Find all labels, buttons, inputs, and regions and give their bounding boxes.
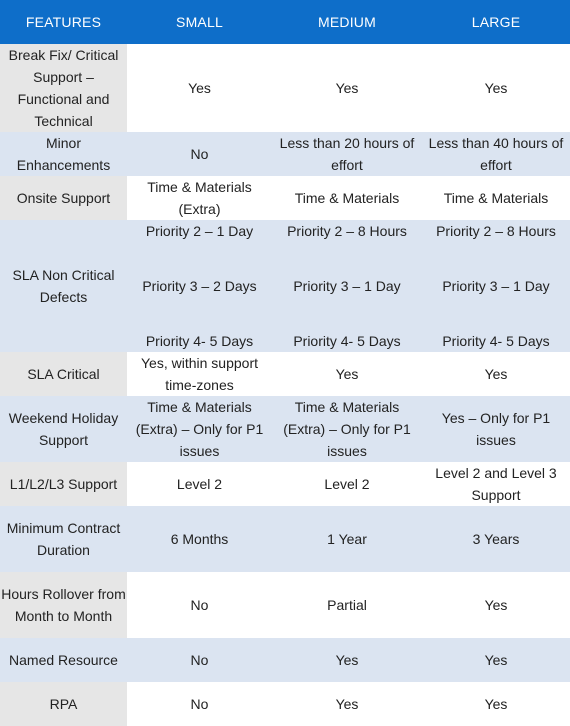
table-row bbox=[0, 44, 570, 132]
cell-large: 3 Years bbox=[422, 506, 570, 572]
cell-medium: Level 2 bbox=[272, 462, 422, 506]
cell-large: Yes bbox=[422, 682, 570, 726]
priority-line: Priority 3 – 2 Days bbox=[142, 278, 257, 294]
row-feature: SLA Non Critical Defects bbox=[0, 220, 127, 352]
header-small: SMALL bbox=[127, 0, 272, 44]
cell-large: Level 2 and Level 3 Support bbox=[422, 462, 570, 506]
cell-large: Yes bbox=[422, 44, 570, 132]
cell-small: Time & Materials (Extra) bbox=[127, 176, 272, 220]
cell-small: No bbox=[127, 638, 272, 682]
cell-small bbox=[127, 220, 272, 352]
cell-large: Yes – Only for P1 issues bbox=[422, 396, 570, 462]
cell-small: Level 2 bbox=[127, 462, 272, 506]
cell-small: Yes, within support time-zones bbox=[127, 352, 272, 396]
cell-medium: Time & Materials bbox=[272, 176, 422, 220]
cell-small: Time & Materials (Extra) – Only for P1 issues bbox=[127, 396, 272, 462]
row-feature: RPA bbox=[0, 682, 127, 726]
priority-line: Priority 3 – 1 Day bbox=[442, 278, 550, 294]
priority-line: Priority 2 – 8 Hours bbox=[436, 223, 556, 239]
table-row bbox=[0, 132, 570, 176]
cell-medium bbox=[272, 220, 422, 352]
cell-medium: 1 Year bbox=[272, 506, 422, 572]
header-medium: MEDIUM bbox=[272, 0, 422, 44]
header-row bbox=[0, 0, 570, 44]
table-row bbox=[0, 176, 570, 220]
table-row bbox=[0, 682, 570, 726]
priority-line: Priority 2 – 1 Day bbox=[145, 223, 254, 239]
cell-large bbox=[422, 220, 570, 352]
table-row bbox=[0, 220, 570, 352]
priority-line: Priority 4- 5 Days bbox=[145, 333, 254, 349]
priority-line: Priority 4- 5 Days bbox=[293, 333, 401, 349]
row-feature: Minimum Contract Duration bbox=[0, 506, 127, 572]
row-feature: Named Resource bbox=[0, 638, 127, 682]
cell-large: Yes bbox=[422, 352, 570, 396]
priority-line: Priority 2 – 8 Hours bbox=[287, 223, 407, 239]
cell-large: Time & Materials bbox=[422, 176, 570, 220]
priority-line: Priority 3 – 1 Day bbox=[293, 278, 401, 294]
table-row bbox=[0, 396, 570, 462]
cell-small: No bbox=[127, 572, 272, 638]
cell-medium: Yes bbox=[272, 638, 422, 682]
row-feature: SLA Critical bbox=[0, 352, 127, 396]
cell-large: Yes bbox=[422, 638, 570, 682]
cell-small: No bbox=[127, 682, 272, 726]
cell-small: 6 Months bbox=[127, 506, 272, 572]
header-features: FEATURES bbox=[0, 0, 127, 44]
table-row bbox=[0, 506, 570, 572]
cell-medium: Yes bbox=[272, 44, 422, 132]
table-row bbox=[0, 638, 570, 682]
priority-line: Priority 4- 5 Days bbox=[442, 333, 550, 349]
cell-small: No bbox=[127, 132, 272, 176]
cell-large: Yes bbox=[422, 572, 570, 638]
table-row bbox=[0, 572, 570, 638]
cell-medium: Less than 20 hours of effort bbox=[272, 132, 422, 176]
table-row bbox=[0, 462, 570, 506]
cell-medium: Time & Materials (Extra) – Only for P1 issues bbox=[272, 396, 422, 462]
cell-medium: Partial bbox=[272, 572, 422, 638]
row-feature: Weekend Holiday Support bbox=[0, 396, 127, 462]
cell-medium: Yes bbox=[272, 682, 422, 726]
cell-medium: Yes bbox=[272, 352, 422, 396]
cell-small: Yes bbox=[127, 44, 272, 132]
row-feature: Hours Rollover from Month to Month bbox=[0, 572, 127, 638]
row-feature: L1/L2/L3 Support bbox=[0, 462, 127, 506]
row-feature: Onsite Support bbox=[0, 176, 127, 220]
row-feature: Break Fix/ Critical Support – Functional and Technical bbox=[0, 44, 127, 132]
cell-large: Less than 40 hours of effort bbox=[422, 132, 570, 176]
row-feature: Minor Enhancements bbox=[0, 132, 127, 176]
table-row bbox=[0, 352, 570, 396]
header-large: LARGE bbox=[422, 0, 570, 44]
